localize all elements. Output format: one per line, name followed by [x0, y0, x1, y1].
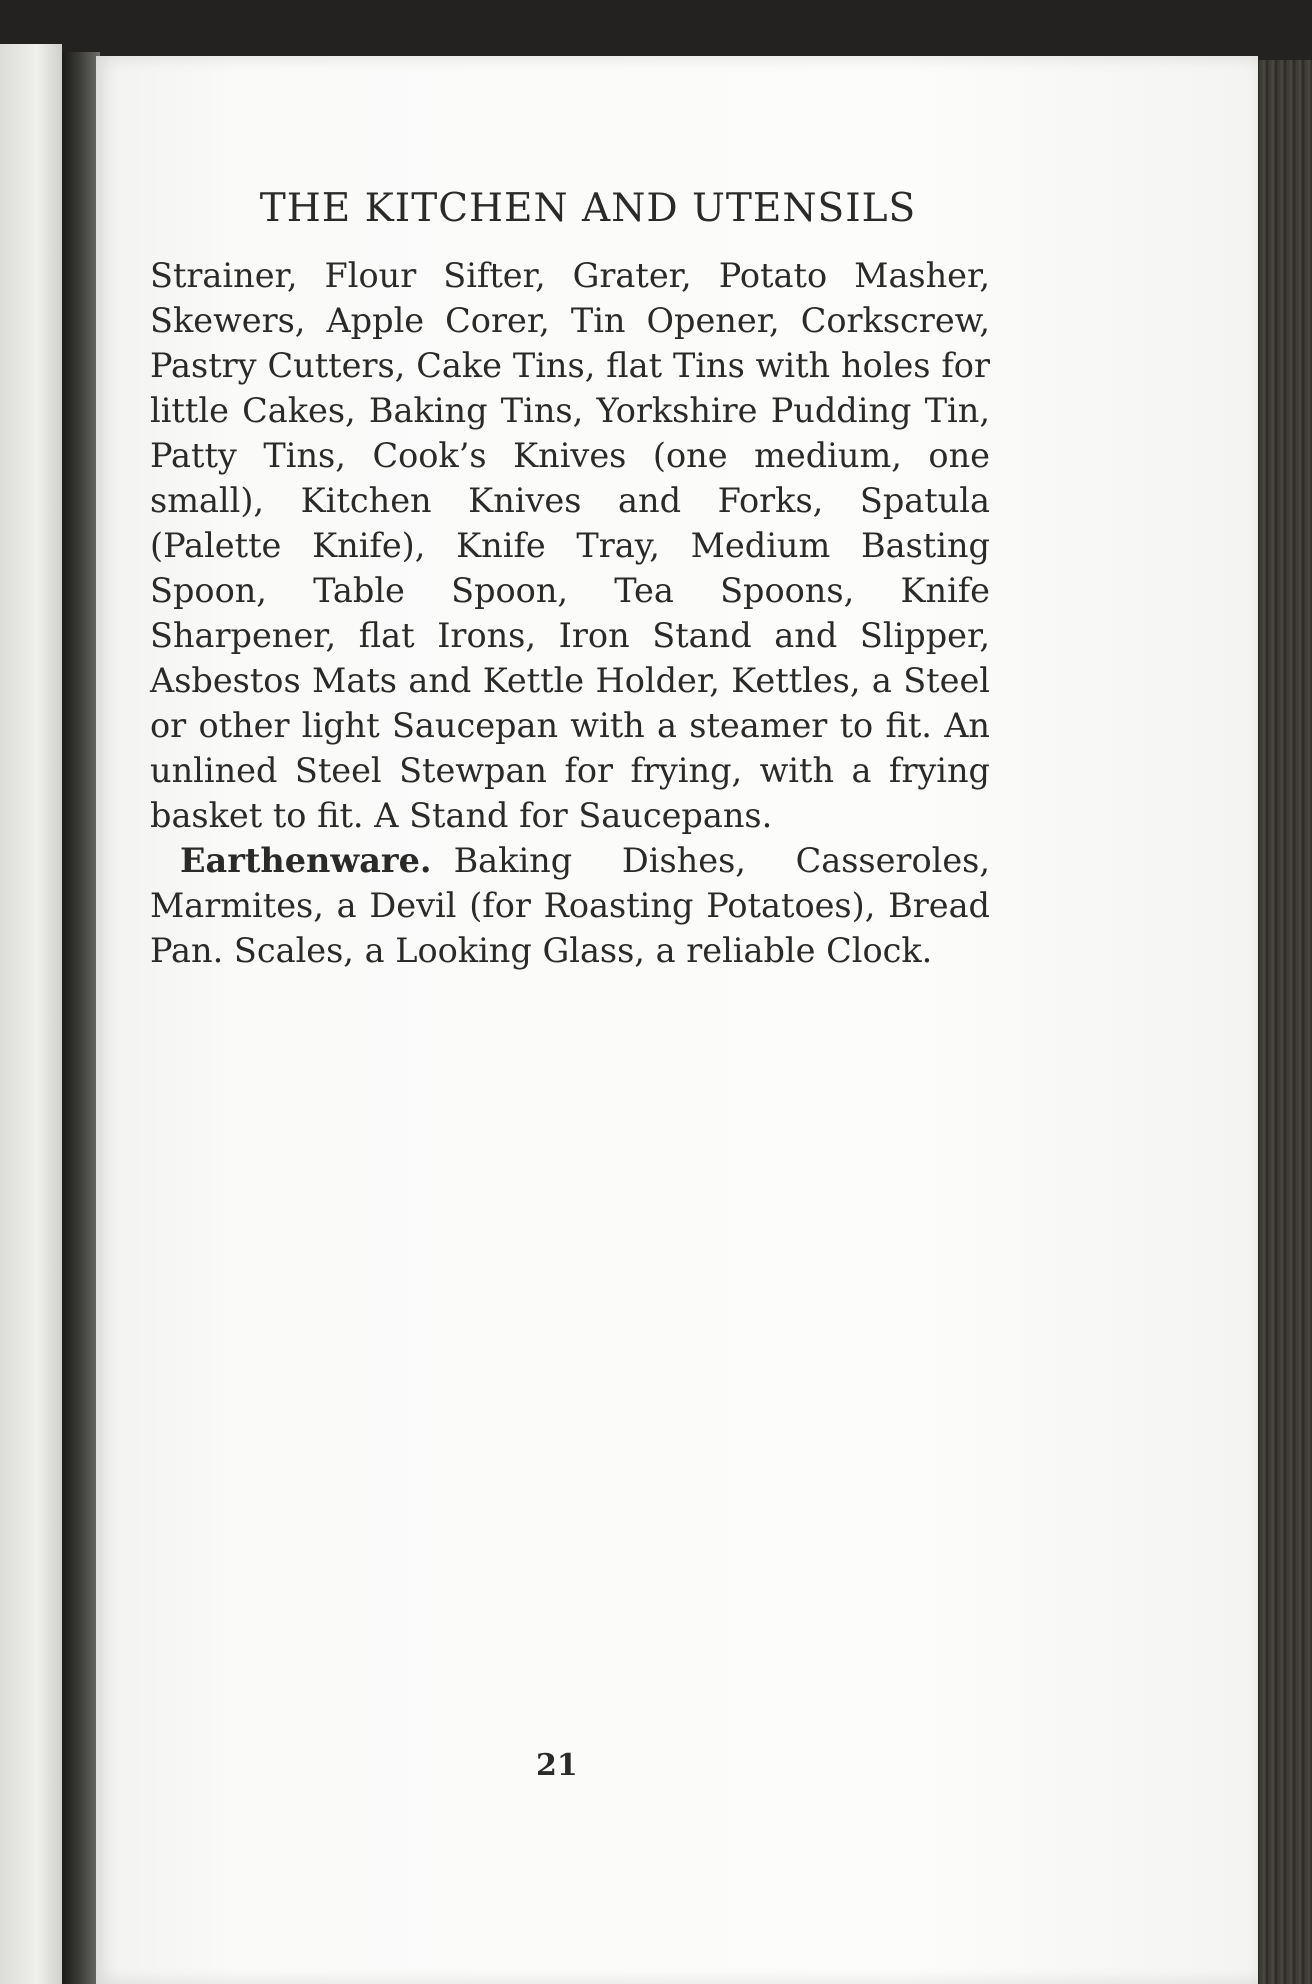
- utensils-paragraph: Strainer, Flour Sifter, Grater, Potato Masher, Skewers, Apple Corer, Tin Opener, Corkscrew, Pastry Cutters, Cake Tins, flat Tins with holes for little Cakes, Baking Tins, Yorkshire Pudding Tin, Patty Tins, Cook’s Knives (one medium, one small), Kitchen Knives and Forks, Spatula (Palette Knife), Knife Tray, Medium Basting Spoon, Table Spoon, Tea Spoons, Knife Sharpener, flat Irons, Iron Stand and Slipper, Asbestos Mats and Kettle Holder, Kettles, a Steel or other light Saucepan with a steamer to fit. An unlined Steel Stewpan for frying, with a frying basket to fit. A Stand for Saucepans.: [150, 256, 990, 835]
- running-head: THE KITCHEN AND UTENSILS: [259, 186, 917, 231]
- earthenware-text: Baking Dishes, Casseroles, Marmites, a Devil (for Roasting Potatoes), Bread Pan. Scales, a Looking Glass, a reliable Clock.: [150, 841, 990, 970]
- page-content: [150, 186, 990, 973]
- book-fore-edge: [1252, 60, 1312, 1984]
- book-page: [96, 56, 1258, 1984]
- book-gutter: [62, 52, 100, 1984]
- left-facing-page-edge: [0, 44, 62, 1984]
- earthenware-heading: Earthenware.: [180, 841, 432, 880]
- page-number: 21: [536, 1748, 578, 1783]
- earthenware-paragraph: [150, 838, 990, 973]
